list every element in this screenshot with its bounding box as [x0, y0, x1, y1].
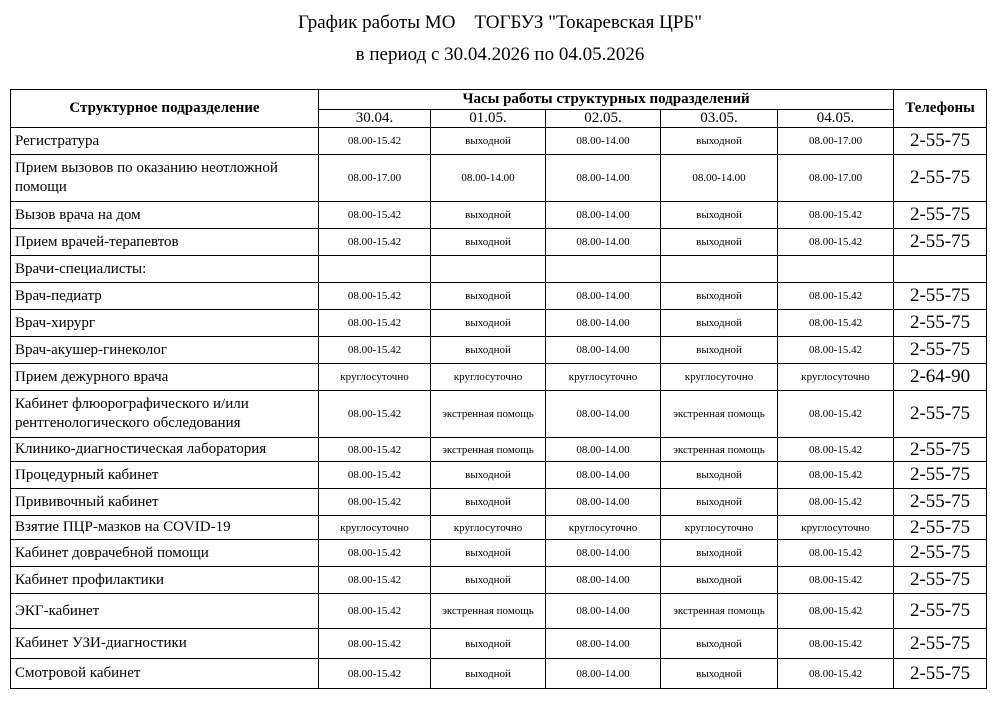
hours-cell — [319, 256, 431, 283]
hours-cell: выходной — [661, 629, 778, 659]
hours-cell: 08.00-14.00 — [546, 155, 661, 202]
schedule-table — [10, 89, 987, 689]
phone-cell: 2-55-75 — [894, 462, 987, 489]
hours-cell: экстренная помощь — [431, 438, 546, 462]
hours-cell: выходной — [431, 567, 546, 594]
phone-cell: 2-55-75 — [894, 391, 987, 438]
table-row — [11, 391, 987, 438]
department-cell: Прием вызовов по оказанию неотложной помощи — [11, 155, 319, 202]
department-cell: Врач-хирург — [11, 310, 319, 337]
table-row — [11, 438, 987, 462]
hours-cell: 08.00-14.00 — [546, 128, 661, 155]
hours-header: Часы работы структурных подразделений — [319, 90, 894, 110]
hours-cell: 08.00-15.42 — [778, 659, 894, 689]
hours-cell: 08.00-14.00 — [546, 438, 661, 462]
hours-cell: экстренная помощь — [431, 594, 546, 629]
phone-cell: 2-55-75 — [894, 438, 987, 462]
department-header: Структурное подразделение — [11, 90, 319, 128]
hours-cell: 08.00-14.00 — [546, 202, 661, 229]
hours-cell: круглосуточно — [319, 516, 431, 540]
hours-cell: 08.00-15.42 — [319, 567, 431, 594]
hours-cell: выходной — [431, 229, 546, 256]
department-cell: Кабинет УЗИ-диагностики — [11, 629, 319, 659]
hours-cell: 08.00-15.42 — [319, 659, 431, 689]
phone-cell: 2-55-75 — [894, 594, 987, 629]
hours-cell: выходной — [431, 659, 546, 689]
hours-cell: выходной — [431, 489, 546, 516]
hours-cell: выходной — [661, 128, 778, 155]
date-header: 04.05. — [778, 110, 894, 128]
department-cell: Смотровой кабинет — [11, 659, 319, 689]
hours-cell: круглосуточно — [546, 516, 661, 540]
hours-cell: выходной — [431, 283, 546, 310]
department-cell: ЭКГ-кабинет — [11, 594, 319, 629]
hours-cell: 08.00-15.42 — [778, 489, 894, 516]
table-row — [11, 256, 987, 283]
page-subtitle: в период с 30.04.2026 по 04.05.2026 — [355, 44, 645, 65]
hours-cell: 08.00-14.00 — [546, 594, 661, 629]
phone-cell: 2-55-75 — [894, 540, 987, 567]
hours-cell: выходной — [661, 202, 778, 229]
hours-cell: 08.00-15.42 — [778, 283, 894, 310]
hours-cell: круглосуточно — [431, 364, 546, 391]
hours-cell: круглосуточно — [546, 364, 661, 391]
hours-cell: 08.00-15.42 — [778, 310, 894, 337]
hours-cell: 08.00-14.00 — [661, 155, 778, 202]
table-row — [11, 283, 987, 310]
hours-cell — [431, 256, 546, 283]
hours-cell: 08.00-15.42 — [319, 594, 431, 629]
hours-cell: 08.00-14.00 — [546, 391, 661, 438]
department-cell: Взятие ПЦР-мазков на COVID-19 — [11, 516, 319, 540]
schedule-body — [11, 128, 987, 689]
hours-cell: выходной — [661, 229, 778, 256]
date-header: 02.05. — [546, 110, 661, 128]
hours-cell: 08.00-15.42 — [778, 202, 894, 229]
hours-cell: 08.00-15.42 — [778, 462, 894, 489]
hours-cell: выходной — [431, 337, 546, 364]
hours-cell: 08.00-14.00 — [546, 540, 661, 567]
department-cell: Прием дежурного врача — [11, 364, 319, 391]
hours-cell: круглосуточно — [319, 364, 431, 391]
hours-cell: 08.00-15.42 — [319, 540, 431, 567]
phone-cell: 2-64-90 — [894, 364, 987, 391]
phone-cell: 2-55-75 — [894, 155, 987, 202]
hours-cell: круглосуточно — [778, 364, 894, 391]
hours-cell: 08.00-14.00 — [546, 283, 661, 310]
hours-cell: 08.00-15.42 — [778, 229, 894, 256]
phones-header: Телефоны — [894, 90, 987, 128]
hours-cell: 08.00-15.42 — [319, 489, 431, 516]
hours-cell: выходной — [661, 489, 778, 516]
table-row — [11, 310, 987, 337]
phone-cell: 2-55-75 — [894, 202, 987, 229]
phone-cell — [894, 256, 987, 283]
hours-cell: 08.00-15.42 — [319, 438, 431, 462]
table-row — [11, 462, 987, 489]
hours-cell: выходной — [661, 462, 778, 489]
hours-cell: выходной — [431, 540, 546, 567]
hours-cell: выходной — [661, 310, 778, 337]
table-row — [11, 229, 987, 256]
hours-cell: выходной — [661, 659, 778, 689]
hours-cell: 08.00-14.00 — [546, 229, 661, 256]
hours-cell: 08.00-15.42 — [778, 337, 894, 364]
hours-cell: 08.00-17.00 — [778, 128, 894, 155]
hours-cell: 08.00-15.42 — [319, 462, 431, 489]
hours-cell: 08.00-14.00 — [546, 659, 661, 689]
table-row — [11, 337, 987, 364]
department-cell: Кабинет профилактики — [11, 567, 319, 594]
hours-cell: 08.00-15.42 — [778, 567, 894, 594]
department-cell: Вызов врача на дом — [11, 202, 319, 229]
hours-cell: экстренная помощь — [661, 391, 778, 438]
department-cell: Кабинет флюорографического и/или рентгенологического обследования — [11, 391, 319, 438]
date-header: 30.04. — [319, 110, 431, 128]
phone-cell: 2-55-75 — [894, 516, 987, 540]
phone-cell: 2-55-75 — [894, 283, 987, 310]
hours-cell: 08.00-15.42 — [778, 540, 894, 567]
phone-cell: 2-55-75 — [894, 337, 987, 364]
department-cell: Врач-акушер-гинеколог — [11, 337, 319, 364]
hours-cell: 08.00-15.42 — [319, 202, 431, 229]
phone-cell: 2-55-75 — [894, 567, 987, 594]
department-cell: Кабинет доврачебной помощи — [11, 540, 319, 567]
table-row — [11, 567, 987, 594]
hours-cell: экстренная помощь — [431, 391, 546, 438]
hours-cell: 08.00-14.00 — [546, 489, 661, 516]
department-cell: Регистратура — [11, 128, 319, 155]
table-row — [11, 516, 987, 540]
hours-cell: 08.00-14.00 — [546, 462, 661, 489]
hours-cell: 08.00-15.42 — [319, 391, 431, 438]
hours-cell: круглосуточно — [431, 516, 546, 540]
hours-cell: 08.00-14.00 — [546, 337, 661, 364]
department-cell: Процедурный кабинет — [11, 462, 319, 489]
hours-cell: 08.00-14.00 — [431, 155, 546, 202]
department-cell: Врачи-специалисты: — [11, 256, 319, 283]
department-cell: Клинико-диагностическая лаборатория — [11, 438, 319, 462]
hours-cell: выходной — [431, 629, 546, 659]
hours-cell: 08.00-15.42 — [319, 310, 431, 337]
hours-cell: 08.00-17.00 — [778, 155, 894, 202]
hours-cell: экстренная помощь — [661, 438, 778, 462]
hours-cell: выходной — [431, 202, 546, 229]
date-header: 03.05. — [661, 110, 778, 128]
table-row — [11, 540, 987, 567]
header-row — [11, 90, 987, 110]
table-row — [11, 659, 987, 689]
table-row — [11, 489, 987, 516]
hours-cell: выходной — [431, 462, 546, 489]
hours-cell — [778, 256, 894, 283]
hours-cell: выходной — [661, 540, 778, 567]
hours-cell: 08.00-14.00 — [546, 567, 661, 594]
hours-cell — [661, 256, 778, 283]
hours-cell: 08.00-15.42 — [319, 337, 431, 364]
phone-cell: 2-55-75 — [894, 489, 987, 516]
hours-cell: 08.00-15.42 — [319, 283, 431, 310]
table-row — [11, 155, 987, 202]
phone-cell: 2-55-75 — [894, 659, 987, 689]
hours-cell: 08.00-15.42 — [319, 629, 431, 659]
phone-cell: 2-55-75 — [894, 229, 987, 256]
hours-cell: выходной — [661, 283, 778, 310]
hours-cell: 08.00-17.00 — [319, 155, 431, 202]
date-header: 01.05. — [431, 110, 546, 128]
hours-cell: 08.00-15.42 — [319, 229, 431, 256]
hours-cell: 08.00-15.42 — [778, 629, 894, 659]
hours-cell: 08.00-15.42 — [778, 438, 894, 462]
hours-cell: выходной — [661, 567, 778, 594]
department-cell: Прием врачей-терапевтов — [11, 229, 319, 256]
hours-cell: выходной — [431, 310, 546, 337]
department-cell: Врач-педиатр — [11, 283, 319, 310]
table-row — [11, 629, 987, 659]
hours-cell — [546, 256, 661, 283]
department-cell: Прививочный кабинет — [11, 489, 319, 516]
hours-cell: 08.00-15.42 — [778, 391, 894, 438]
table-row — [11, 364, 987, 391]
hours-cell: 08.00-15.42 — [319, 128, 431, 155]
page-title: График работы МО ТОГБУЗ "Токаревская ЦРБ" — [297, 12, 703, 33]
hours-cell: 08.00-15.42 — [778, 594, 894, 629]
hours-cell: 08.00-14.00 — [546, 310, 661, 337]
hours-cell: круглосуточно — [778, 516, 894, 540]
phone-cell: 2-55-75 — [894, 310, 987, 337]
hours-cell: круглосуточно — [661, 516, 778, 540]
phone-cell: 2-55-75 — [894, 629, 987, 659]
hours-cell: круглосуточно — [661, 364, 778, 391]
hours-cell: выходной — [431, 128, 546, 155]
table-row — [11, 202, 987, 229]
phone-cell: 2-55-75 — [894, 128, 987, 155]
table-row — [11, 128, 987, 155]
hours-cell: экстренная помощь — [661, 594, 778, 629]
hours-cell: выходной — [661, 337, 778, 364]
table-row — [11, 594, 987, 629]
hours-cell: 08.00-14.00 — [546, 629, 661, 659]
